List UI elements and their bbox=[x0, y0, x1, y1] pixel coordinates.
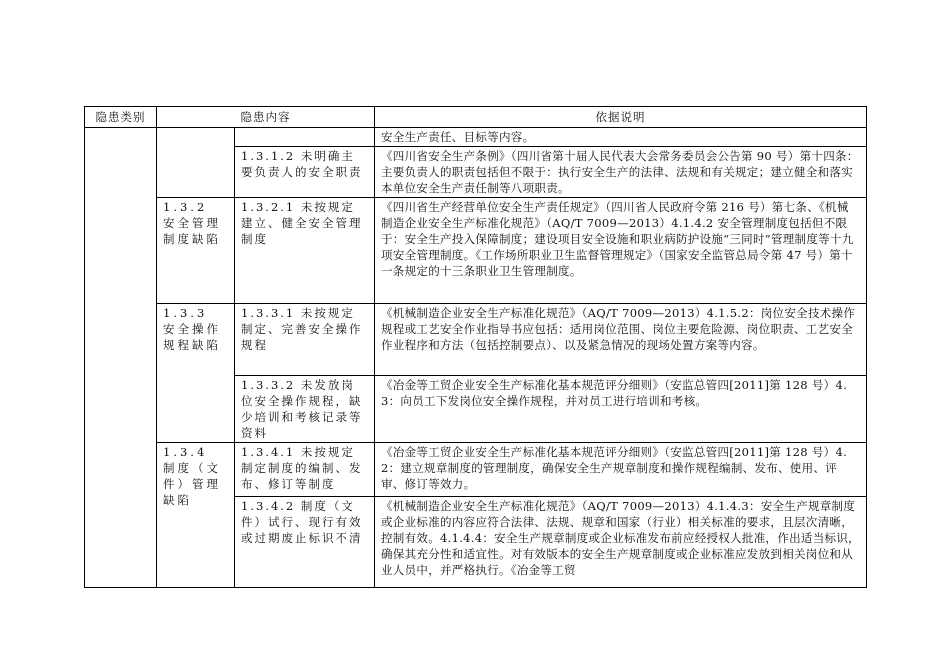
basis-text: 《机械制造企业安全生产标准化规范》（AQ/T 7009—2013）4.1.4.3：安全生产规章制度或企业标准的内容应符合法律、法规、规章和国家（行业）相关标准的要求，且层次清晰，控制有效。4.1.4.4：安全生产规章制度或企业标准发布前应经授权人批准，作出适当标识，确保其充分性和适宜性。对有效版本的安全生产规章制度或企业标准应发放到相关岗位和从业人员中，并严格执行。《冶金等工贸 bbox=[381, 499, 860, 577]
subcategory-cell: 1.3.2 安全管理制度缺陷 bbox=[157, 198, 235, 304]
basis-cell: 《冶金等工贸企业安全生产标准化基本规范评分细则》（安监总管四[2011]第 128 号）4.2：建立规章制度的管理制度，确保安全生产规章制度和操作规程编制、发布、使用、评审、修订等效力。 bbox=[375, 443, 867, 497]
table-row bbox=[85, 128, 867, 147]
table-header-row bbox=[85, 107, 867, 128]
subcategory-cell: 1.3.3 安全操作规程缺陷 bbox=[157, 304, 235, 443]
hazard-table bbox=[84, 106, 867, 588]
header-category: 隐患类别 bbox=[85, 107, 157, 128]
basis-cell: 《四川省生产经营单位安全生产责任规定》（四川省人民政府令第 216 号）第七条、《机械制造企业安全生产标准化规范》（AQ/T 7009—2013）4.1.4.2 安全管理制度包括但不限于：安全生产投入保障制度；建设项目安全设施和职业病防护设施“三同时”管理制度等十九项安全管理制度。《工作场所职业卫生监督管理规定》（国家安全监管总局令第 47 号）第十一条规定的十三条职业卫生管理制度。 bbox=[375, 198, 867, 304]
header-content: 隐患内容 bbox=[157, 107, 375, 128]
table-row bbox=[85, 304, 867, 376]
table-row bbox=[85, 198, 867, 304]
table-row bbox=[85, 443, 867, 497]
item-cell: 1.3.4.2 制度（文件）试行、现行有效或过期废止标识不清 bbox=[235, 497, 375, 588]
item-cell-empty bbox=[235, 128, 375, 147]
basis-cell: 《机械制造企业安全生产标准化规范》（AQ/T 7009—2013）4.1.5.2：岗位安全技术操作规程或工艺安全作业指导书应包括：适用岗位范围、岗位主要危险源、岗位职责、工艺安全作业程序和方法（包括控制要点）、以及紧急情况的现场处置方案等内容。 bbox=[375, 304, 867, 376]
basis-cell: 《冶金等工贸企业安全生产标准化基本规范评分细则》（安监总管四[2011]第 128 号）4.3：向员工下发岗位安全操作规程，并对员工进行培训和考核。 bbox=[375, 376, 867, 443]
header-basis: 依据说明 bbox=[375, 107, 867, 128]
item-cell: 1.3.3.2 未发放岗位安全操作规程，缺少培训和考核记录等资料 bbox=[235, 376, 375, 443]
item-cell: 1.3.1.2 未明确主要负责人的安全职责 bbox=[235, 147, 375, 198]
basis-cell: 安全生产责任、目标等内容。 bbox=[375, 128, 867, 147]
basis-cell bbox=[375, 497, 867, 588]
category-cell-empty bbox=[85, 128, 157, 588]
item-cell: 1.3.3.1 未按规定制定、完善安全操作规程 bbox=[235, 304, 375, 376]
basis-cell: 《四川省安全生产条例》（四川省第十届人民代表大会常务委员会公告第 90 号）第十四条：主要负责人的职责包括但不限于：执行安全生产的法律、法规和有关规定；建立健全和落实本单位安全生产责任制等八项职责。 bbox=[375, 147, 867, 198]
subcategory-cell: 1.3.4 制度（文件）管理缺陷 bbox=[157, 443, 235, 588]
subcategory-cell-empty bbox=[157, 128, 235, 198]
item-cell: 1.3.4.1 未按规定制定制度的编制、发布、修订等制度 bbox=[235, 443, 375, 497]
item-cell: 1.3.2.1 未按规定建立、健全安全管理制度 bbox=[235, 198, 375, 304]
